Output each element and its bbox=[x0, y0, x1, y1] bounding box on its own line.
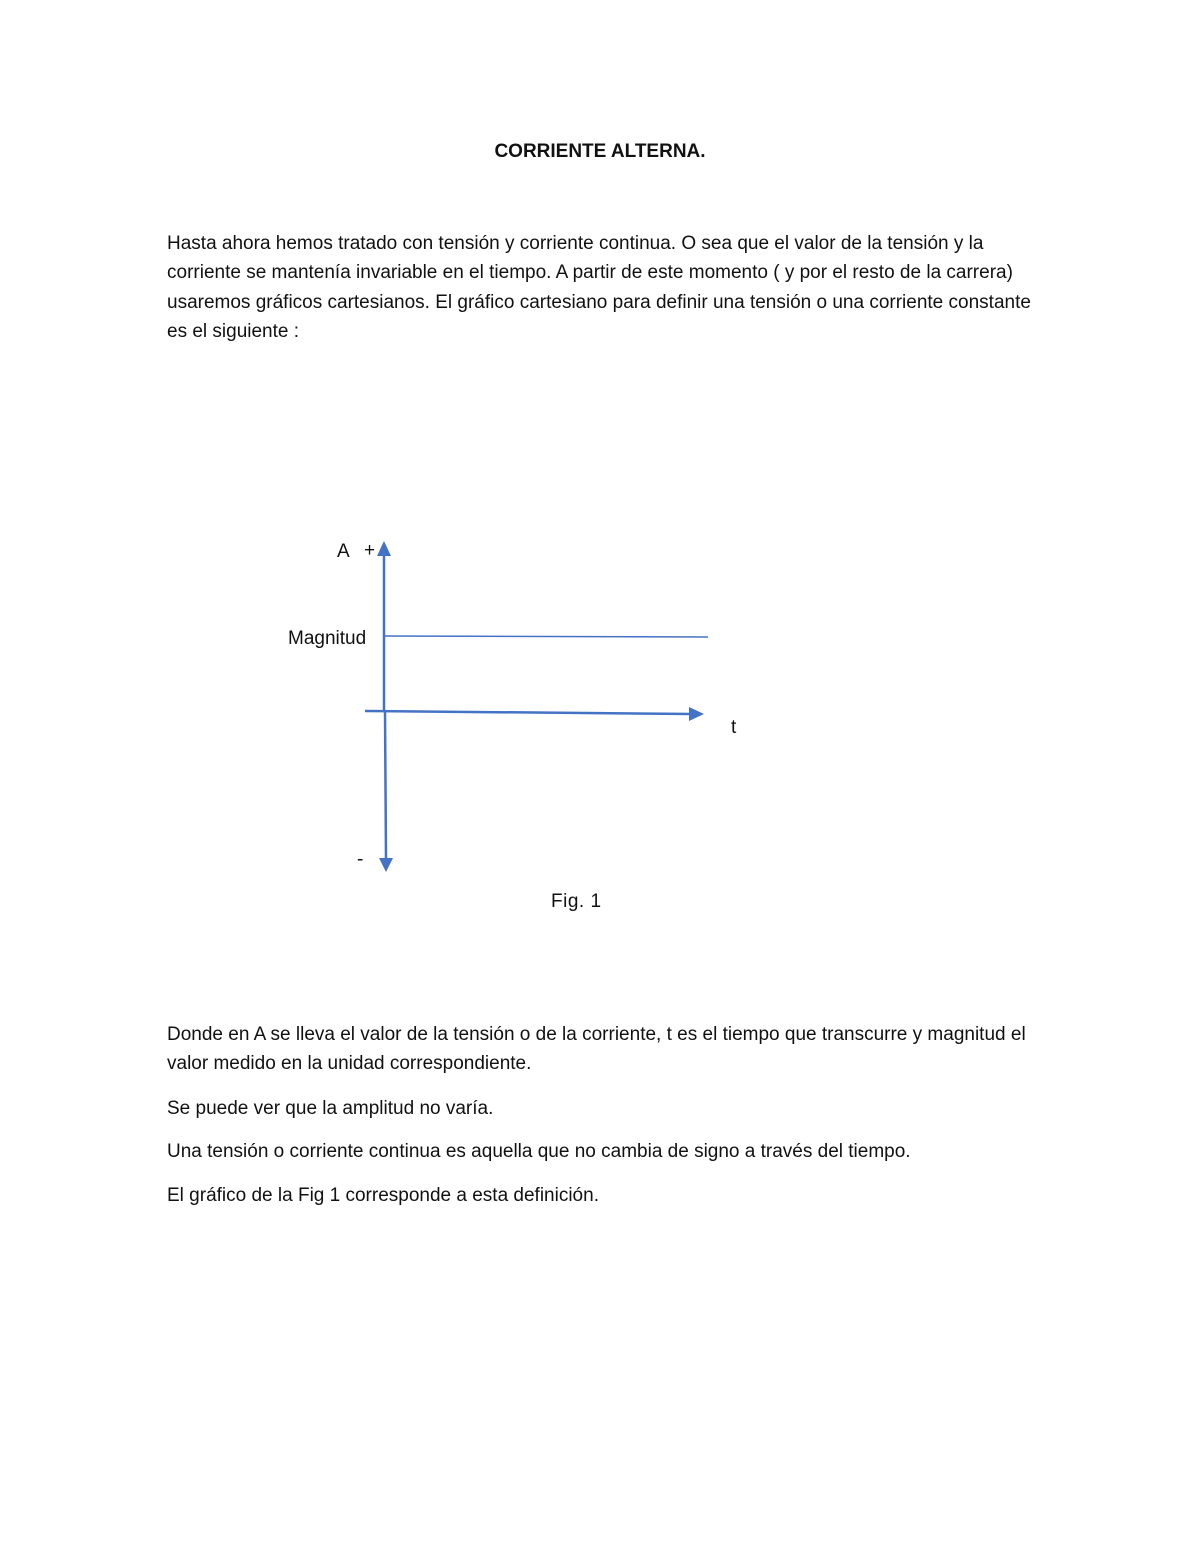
body-paragraph: El gráfico de la Fig 1 corresponde a esta definición. bbox=[167, 1185, 599, 1206]
body-paragraph: Se puede ver que la amplitud no varía. bbox=[167, 1098, 494, 1119]
x-axis-arrowhead bbox=[689, 707, 704, 721]
magnitude-label: Magnitud bbox=[288, 628, 367, 649]
body-paragraph: Donde en A se lleva el valor de la tensión o de la corriente, t es el tiempo que transcurre y magnitud el valor medido en la unidad correspondiente. bbox=[167, 1024, 1026, 1075]
document-title: CORRIENTE ALTERNA. bbox=[494, 141, 706, 162]
intro-paragraph: Hasta ahora hemos tratado con tensión y corriente continua. O sea que el valor de la tensión y la corriente se mantenía invariable en el tiempo. A partir de este momento ( y por el resto de la carrera) usaremos gráficos cartesianos. El gráfico cartesiano para definir una tensión o una corriente constante es el siguiente : bbox=[167, 233, 1031, 343]
magnitude-line bbox=[384, 636, 708, 637]
x-axis-label: t bbox=[731, 717, 737, 738]
y-axis-up-arrowhead bbox=[377, 541, 391, 556]
y-axis-label: A bbox=[337, 541, 350, 562]
y-positive-label: + bbox=[364, 540, 376, 561]
x-axis bbox=[365, 711, 692, 714]
body-paragraph: Una tensión o corriente continua es aquella que no cambia de signo a través del tiempo. bbox=[167, 1141, 911, 1162]
y-axis-down bbox=[385, 711, 386, 860]
figure-caption: Fig. 1 bbox=[551, 891, 602, 912]
y-axis-down-arrowhead bbox=[379, 858, 393, 872]
y-negative-label: - bbox=[357, 849, 364, 870]
